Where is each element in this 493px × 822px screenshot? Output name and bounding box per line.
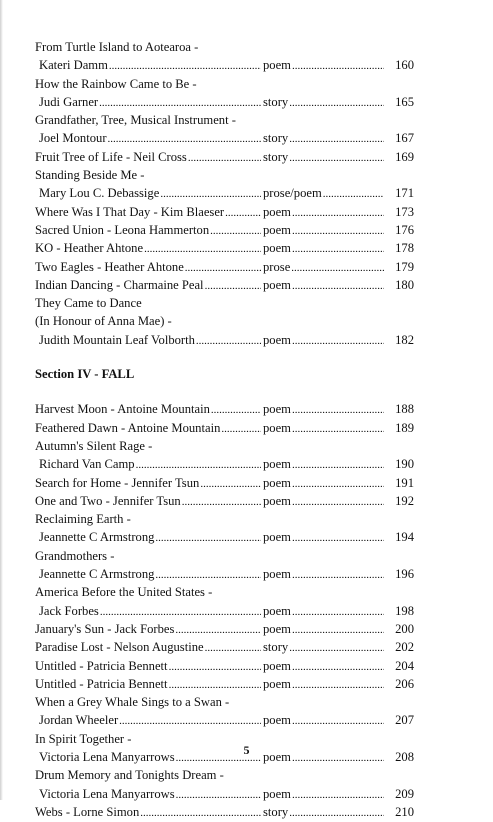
heading-text: (In Honour of Anna Mae) -	[35, 314, 172, 329]
entry-title-column	[35, 258, 263, 277]
entry-page-number: 202	[395, 640, 414, 655]
entry-title-column	[35, 474, 263, 493]
dot-leader	[292, 786, 384, 804]
entry-title-column	[35, 638, 263, 657]
entry-type: poem	[263, 658, 291, 673]
entry-page-number: 204	[395, 658, 414, 673]
entry-title-column	[35, 657, 263, 676]
entry-type-column	[263, 565, 386, 584]
entry-title: Richard Van Camp	[39, 457, 135, 472]
contents-entry	[35, 474, 415, 492]
entry-title-column	[35, 276, 263, 295]
heading-text: How the Rainbow Came to Be -	[35, 76, 197, 91]
entry-type: poem	[263, 58, 291, 73]
dot-leader	[289, 130, 384, 148]
entry-type-column	[263, 675, 386, 694]
entry-page-number: 206	[395, 676, 414, 691]
entry-page-number: 169	[395, 149, 414, 164]
entry-type-column	[263, 711, 386, 730]
entry-title: Kateri Damm	[39, 58, 108, 73]
entry-type-column	[263, 276, 386, 295]
contents-entry	[35, 221, 415, 239]
entry-title-column	[39, 785, 263, 804]
entry-title-column	[39, 129, 263, 148]
contents-heading-line	[35, 294, 415, 312]
contents-entry	[35, 565, 415, 583]
dot-leader	[175, 621, 261, 639]
entry-page-number: 188	[395, 402, 414, 417]
contents-list-fall	[35, 400, 415, 821]
entry-type: prose	[263, 259, 291, 274]
entry-title: Indian Dancing - Charmaine Peal	[35, 277, 204, 292]
dot-leader	[292, 566, 384, 584]
dot-leader	[289, 639, 384, 657]
dot-leader	[169, 658, 261, 676]
entry-title: Victoria Lena Manyarrows	[39, 749, 175, 764]
entry-type: poem	[263, 204, 291, 219]
entry-title: Victoria Lena Manyarrows	[39, 786, 175, 801]
entry-page-number: 171	[395, 186, 414, 201]
contents-heading-line	[35, 75, 415, 93]
entry-type-column	[263, 785, 386, 804]
contents-entry	[35, 675, 415, 693]
contents-heading-line	[35, 547, 415, 565]
entry-page-number: 210	[395, 804, 414, 819]
dot-leader	[182, 493, 261, 511]
dot-leader	[292, 420, 384, 438]
entry-type: story	[263, 131, 289, 146]
heading-text: From Turtle Island to Aotearoa -	[35, 40, 199, 54]
entry-page-number: 207	[395, 713, 414, 728]
entry-title: Untitled - Patricia Bennett	[35, 658, 168, 673]
entry-type: poem	[263, 493, 291, 508]
entry-type: poem	[263, 222, 291, 237]
dot-leader	[188, 149, 261, 167]
dot-leader	[292, 475, 384, 493]
entry-type: poem	[263, 475, 291, 490]
heading-text: Standing Beside Me -	[35, 168, 145, 183]
entry-title: January's Sun - Jack Forbes	[35, 621, 175, 636]
dot-leader	[292, 332, 384, 350]
contents-heading-line	[35, 583, 415, 601]
entry-type-column	[263, 184, 386, 203]
heading-text: Drum Memory and Tonights Dream -	[35, 768, 224, 783]
dot-leader	[292, 277, 384, 295]
entry-type-column	[263, 203, 386, 222]
dot-leader	[289, 149, 384, 167]
entry-title: KO - Heather Ahtone	[35, 241, 144, 256]
dot-leader	[292, 712, 384, 730]
entry-title: Jeannette C Armstrong	[39, 530, 155, 545]
entry-title: Mary Lou C. Debassige	[39, 186, 160, 201]
contents-entry	[35, 785, 415, 803]
entry-title-column	[35, 675, 263, 694]
entry-title-column	[35, 620, 263, 639]
entry-type-column	[263, 492, 386, 511]
entry-page-number: 200	[395, 621, 414, 636]
entry-type: poem	[263, 457, 291, 472]
dot-leader	[292, 57, 384, 75]
entry-title: Jeannette C Armstrong	[39, 567, 155, 582]
entry-title-column	[39, 565, 263, 584]
dot-leader	[99, 94, 261, 112]
entry-type: poem	[263, 332, 291, 347]
dot-leader	[160, 185, 261, 203]
entry-title: Judith Mountain Leaf Volborth	[39, 332, 195, 347]
dot-leader	[185, 259, 261, 277]
dot-leader	[289, 804, 384, 822]
entry-type: story	[263, 149, 289, 164]
dot-leader	[292, 204, 384, 222]
contents-entry	[35, 93, 415, 111]
dot-leader	[119, 712, 261, 730]
entry-type: poem	[263, 530, 291, 545]
dot-leader	[323, 185, 384, 203]
entry-title: Untitled - Patricia Bennett	[35, 676, 168, 691]
contents-heading-line	[35, 693, 415, 711]
heading-text: Grandmothers -	[35, 548, 115, 563]
entry-type-column	[263, 400, 386, 419]
entry-page-number: 173	[395, 204, 414, 219]
entry-type-column	[263, 93, 386, 112]
entry-title: Sacred Union - Leona Hammerton	[35, 222, 210, 237]
entry-type: poem	[263, 402, 291, 417]
dot-leader	[292, 240, 384, 258]
entry-title-column	[39, 711, 263, 730]
dot-leader	[109, 57, 261, 75]
contents-entry	[35, 148, 415, 166]
entry-page-number: 196	[395, 567, 414, 582]
entry-title: Harvest Moon - Antoine Mountain	[35, 402, 210, 417]
contents-heading-line	[35, 312, 415, 330]
entry-type: poem	[263, 241, 291, 256]
dot-leader	[225, 204, 261, 222]
entry-type: poem	[263, 749, 291, 764]
entry-title-column	[35, 148, 263, 167]
contents-entry	[35, 711, 415, 729]
entry-title: Joel Montour	[39, 131, 107, 146]
entry-title: One and Two - Jennifer Tsun	[35, 493, 181, 508]
entry-title-column	[39, 184, 263, 203]
entry-type-column	[263, 803, 386, 822]
entry-page-number: 209	[395, 786, 414, 801]
entry-page-number: 182	[395, 332, 414, 347]
entry-type-column	[263, 239, 386, 258]
entry-type-column	[263, 474, 386, 493]
entry-type-column	[263, 602, 386, 621]
entry-type-column	[263, 528, 386, 547]
entry-page-number: 192	[395, 493, 414, 508]
dot-leader	[210, 222, 261, 240]
contents-entry	[35, 129, 415, 147]
entry-title-column	[39, 93, 263, 112]
contents-entry	[35, 276, 415, 294]
contents-entry	[35, 803, 415, 821]
contents-heading-line	[35, 510, 415, 528]
dot-leader	[289, 94, 384, 112]
entry-title: Jack Forbes	[39, 603, 99, 618]
entry-type: story	[263, 640, 289, 655]
entry-page-number: 178	[395, 241, 414, 256]
contents-list-top	[35, 38, 415, 349]
entry-type-column	[263, 148, 386, 167]
contents-entry	[35, 657, 415, 675]
entry-page-number: 190	[395, 457, 414, 472]
entry-title: Judi Garner	[39, 94, 99, 109]
entry-type: poem	[263, 277, 291, 292]
entry-page-number: 191	[395, 475, 414, 490]
entry-title: Fruit Tree of Life - Neil Cross	[35, 149, 187, 164]
entry-page-number: 160	[395, 58, 414, 73]
dot-leader	[196, 332, 261, 350]
dot-leader	[140, 804, 261, 822]
entry-type-column	[263, 419, 386, 438]
entry-type: prose/poem	[263, 186, 322, 201]
entry-type-column	[263, 129, 386, 148]
contents-entry	[35, 492, 415, 510]
contents-entry	[35, 184, 415, 202]
entry-title: Paradise Lost - Nelson Augustine	[35, 640, 204, 655]
contents-entry	[35, 400, 415, 418]
contents-entry	[35, 455, 415, 473]
entry-title: Feathered Dawn - Antoine Mountain	[35, 420, 221, 435]
entry-title-column	[35, 419, 263, 438]
dot-leader	[205, 277, 261, 295]
heading-text: Autumn's Silent Rage -	[35, 438, 153, 453]
entry-title-column	[35, 400, 263, 419]
entry-type: poem	[263, 603, 291, 618]
entry-type-column	[263, 455, 386, 474]
entry-type: poem	[263, 420, 291, 435]
entry-type-column	[263, 638, 386, 657]
entry-type: poem	[263, 676, 291, 691]
entry-page-number: 198	[395, 603, 414, 618]
entry-page-number: 194	[395, 530, 414, 545]
dot-leader	[292, 456, 384, 474]
heading-text: They Came to Dance	[35, 296, 142, 311]
section-heading: Section IV - FALL	[35, 367, 135, 382]
entry-title: Jordan Wheeler	[39, 713, 119, 728]
entry-page-number: 167	[395, 131, 414, 146]
contents-entry	[35, 203, 415, 221]
dot-leader	[292, 676, 384, 694]
heading-text: In Spirit Together -	[35, 731, 132, 746]
entry-title-column	[35, 803, 263, 822]
entry-type: poem	[263, 567, 291, 582]
dot-leader	[211, 401, 261, 419]
dot-leader	[155, 566, 261, 584]
heading-text: Grandfather, Tree, Musical Instrument -	[35, 113, 236, 128]
entry-title: Two Eagles - Heather Ahtone	[35, 259, 184, 274]
dot-leader	[292, 222, 384, 240]
entry-type: story	[263, 94, 289, 109]
contents-heading-line	[35, 766, 415, 784]
contents-entry	[35, 620, 415, 638]
entry-type: story	[263, 804, 289, 819]
entry-page-number: 180	[395, 277, 414, 292]
dot-leader	[291, 259, 384, 277]
contents-entry	[35, 239, 415, 257]
entry-type-column	[263, 56, 386, 75]
dot-leader	[205, 639, 261, 657]
entry-title-column	[39, 528, 263, 547]
contents-entry	[35, 528, 415, 546]
entry-title-column	[35, 221, 263, 240]
entry-title-column	[39, 455, 263, 474]
contents-heading-line	[35, 38, 415, 56]
contents-entry	[35, 258, 415, 276]
entry-page-number: 165	[395, 94, 414, 109]
dot-leader	[292, 401, 384, 419]
entry-type: poem	[263, 713, 291, 728]
entry-page-number: 179	[395, 259, 414, 274]
dot-leader	[292, 529, 384, 547]
entry-title: Search for Home - Jennifer Tsun	[35, 475, 200, 490]
entry-type-column	[263, 258, 386, 277]
dot-leader	[155, 529, 261, 547]
heading-text: America Before the United States -	[35, 585, 213, 600]
heading-text: Reclaiming Earth -	[35, 512, 131, 527]
table-of-contents	[35, 38, 415, 821]
dot-leader	[144, 240, 261, 258]
entry-title-column	[39, 56, 263, 75]
entry-type-column	[263, 620, 386, 639]
contents-heading-line	[35, 437, 415, 455]
contents-entry	[35, 638, 415, 656]
entry-page-number: 208	[395, 749, 414, 764]
heading-text: When a Grey Whale Sings to a Swan -	[35, 695, 230, 710]
dot-leader	[200, 475, 261, 493]
dot-leader	[169, 676, 261, 694]
dot-leader	[292, 658, 384, 676]
page-edge-shadow	[0, 0, 3, 800]
entry-title-column	[35, 203, 263, 222]
contents-entry	[35, 602, 415, 620]
dot-leader	[292, 493, 384, 511]
entry-type-column	[263, 657, 386, 676]
dot-leader	[108, 130, 261, 148]
dot-leader	[292, 621, 384, 639]
dot-leader	[136, 456, 261, 474]
dot-leader	[221, 420, 261, 438]
dot-leader	[100, 603, 261, 621]
entry-title-column	[39, 602, 263, 621]
entry-type-column	[263, 221, 386, 240]
dot-leader	[176, 786, 261, 804]
contents-entry	[35, 56, 415, 74]
entry-page-number: 189	[395, 420, 414, 435]
dot-leader	[292, 603, 384, 621]
contents-heading-line	[35, 166, 415, 184]
page-number: 5	[243, 743, 250, 757]
entry-title-column	[35, 492, 263, 511]
entry-title-column	[35, 239, 263, 258]
entry-title-column	[39, 331, 263, 350]
entry-type-column	[263, 331, 386, 350]
contents-entry	[35, 419, 415, 437]
contents-entry	[35, 331, 415, 349]
contents-heading-line	[35, 111, 415, 129]
entry-type: poem	[263, 621, 291, 636]
entry-type: poem	[263, 786, 291, 801]
entry-title: Where Was I That Day - Kim Blaeser	[35, 204, 225, 219]
entry-title: Webs - Lorne Simon	[35, 804, 140, 819]
entry-page-number: 176	[395, 222, 414, 237]
